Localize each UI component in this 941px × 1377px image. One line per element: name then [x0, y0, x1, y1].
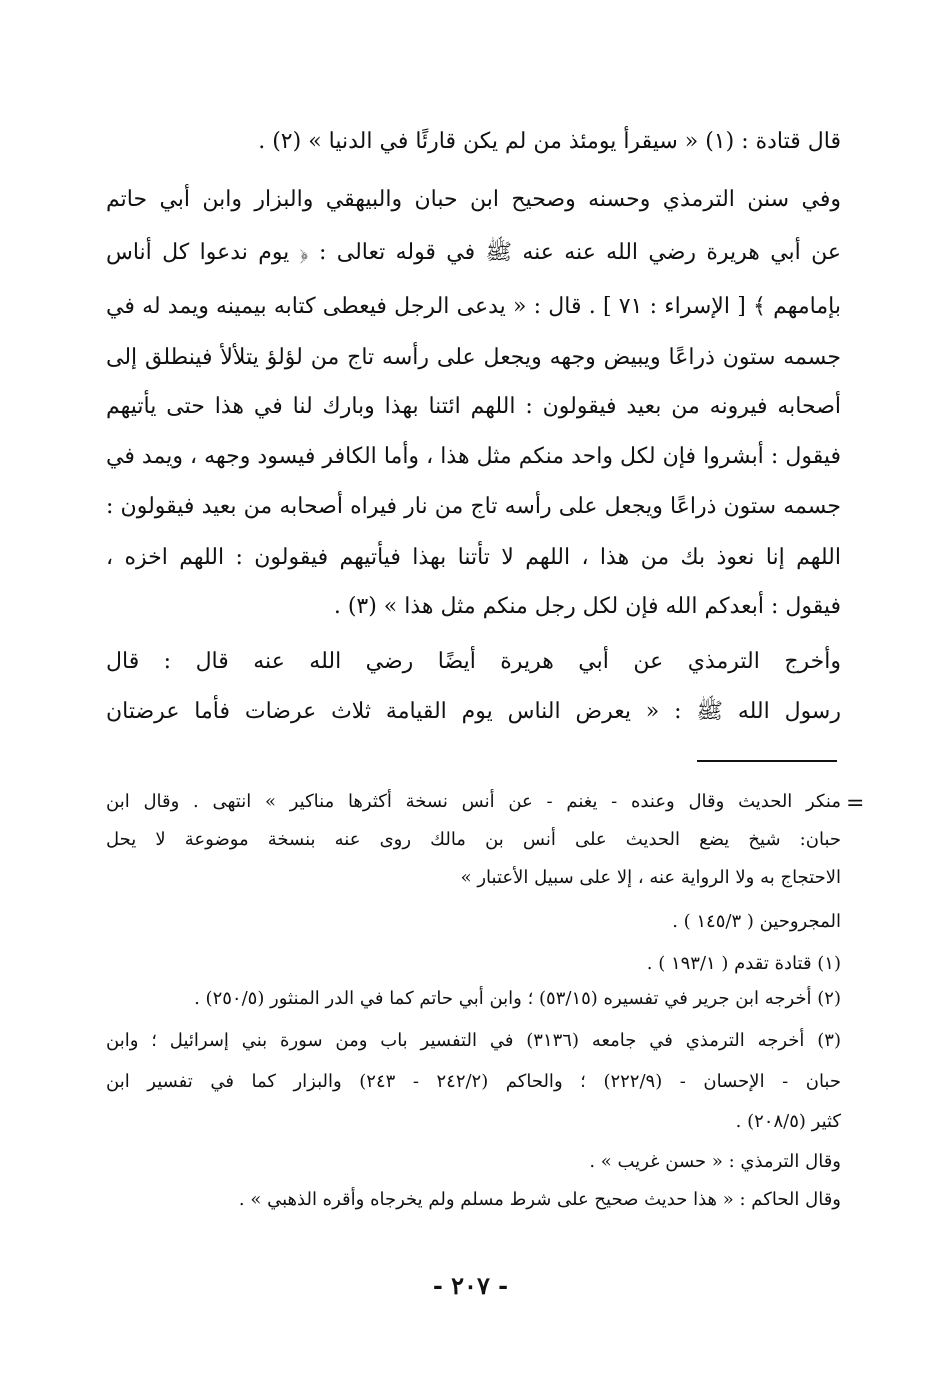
body-line-7: فيقول : أبشروا فإن لكل واحد منكم مثل هذا ، وأما الكافر فيسود وجهه ، ويمد في — [106, 444, 841, 469]
body-line-12: رسول الله ﷺ : « يعرض الناس يوم القيامة ثلاث عرضات فأما عرضتان — [106, 699, 841, 724]
page-number: - ٢٠٧ - — [432, 1271, 509, 1300]
footnote-line-4: المجروحين ( ١٤٥/٣ ) . — [672, 911, 841, 932]
footnote-3-line-1: (٣) أخرجه الترمذي في جامعه (٣١٣٦) في التفسير باب ومن سورة بني إسرائيل ؛ وابن — [106, 1030, 841, 1051]
body-line-5: جسمه ستون ذراعًا ويبيض وجهه ويجعل على رأسه تاج من لؤلؤ يتلألأ فينطلق إلى — [106, 345, 841, 370]
body-line-6: أصحابه فيرونه من بعيد فيقولون : اللهم ائتنا بهذا وبارك لنا في هذا حتى يأتيهم — [106, 394, 841, 419]
footnote-3-line-3: كثير (٢٠٨/٥) . — [735, 1111, 841, 1132]
footnote-continuation-mark: = — [846, 791, 865, 816]
body-line-4: بإمامهم ﴾ [ الإسراء : ٧١ ] . قال : « يدعى الرجل فيعطى كتابه بيمينه ويمد له في — [106, 294, 841, 319]
footnote-tirmidhi-note: وقال الترمذي : « حسن غريب » . — [589, 1151, 841, 1172]
body-line-11: وأخرج الترمذي عن أبي هريرة أيضًا رضي الله عنه قال : قال — [106, 649, 841, 674]
footnote-separator — [697, 760, 837, 762]
footnote-3-line-2: حبان - الإحسان - (٢٢٢/٩) ؛ والحاكم (٢٤٢/٢ - ٢٤٣) والبزار كما في تفسير ابن — [106, 1071, 841, 1092]
body-line-10: فيقول : أبعدكم الله فإن لكل رجل منكم مثل هذا » (٣) . — [333, 594, 841, 619]
footnote-line-2: حبان: شيخ يضع الحديث على أنس بن مالك روى عنه بنسخة موضوعة لا يحل — [106, 829, 841, 850]
body-line-2: وفي سنن الترمذي وحسنه وصحيح ابن حبان والبيهقي والبزار وابن أبي حاتم — [106, 187, 841, 212]
body-line-3: عن أبي هريرة رضي الله عنه عنه ﷺ في قوله تعالى : ﴿ يوم ندعوا كل أناس — [106, 240, 841, 265]
body-line-9: اللهم إنا نعوذ بك من هذا ، اللهم لا تأتنا بهذا فيأتيهم فيقولون : اللهم اخزه ، — [106, 545, 841, 570]
footnote-1: (١) قتادة تقدم ( ١٩٣/١ ) . — [646, 953, 841, 974]
footnote-line-3: الاحتجاج به ولا الرواية عنه ، إلا على سبيل الأعتبار » — [460, 867, 841, 888]
footnote-hakim-note: وقال الحاكم : « هذا حديث صحيح على شرط مسلم ولم يخرجاه وأقره الذهبي » . — [238, 1189, 841, 1210]
body-line-1: قال قتادة : (١) « سيقرأ يومئذ من لم يكن قارئًا في الدنيا » (٢) . — [258, 129, 841, 154]
body-line-8: جسمه ستون ذراعًا ويجعل على رأسه تاج من نار فيراه أصحابه من بعيد فيقولون : — [106, 494, 841, 519]
footnote-2: (٢) أخرجه ابن جرير في تفسيره (٥٣/١٥) ؛ وابن أبي حاتم كما في الدر المنثور (٢٥٠/٥) . — [194, 988, 841, 1009]
footnote-line-1: منكر الحديث وقال وعنده - يغنم - عن أنس نسخة أكثرها مناكير » انتهى . وقال ابن — [106, 791, 841, 812]
